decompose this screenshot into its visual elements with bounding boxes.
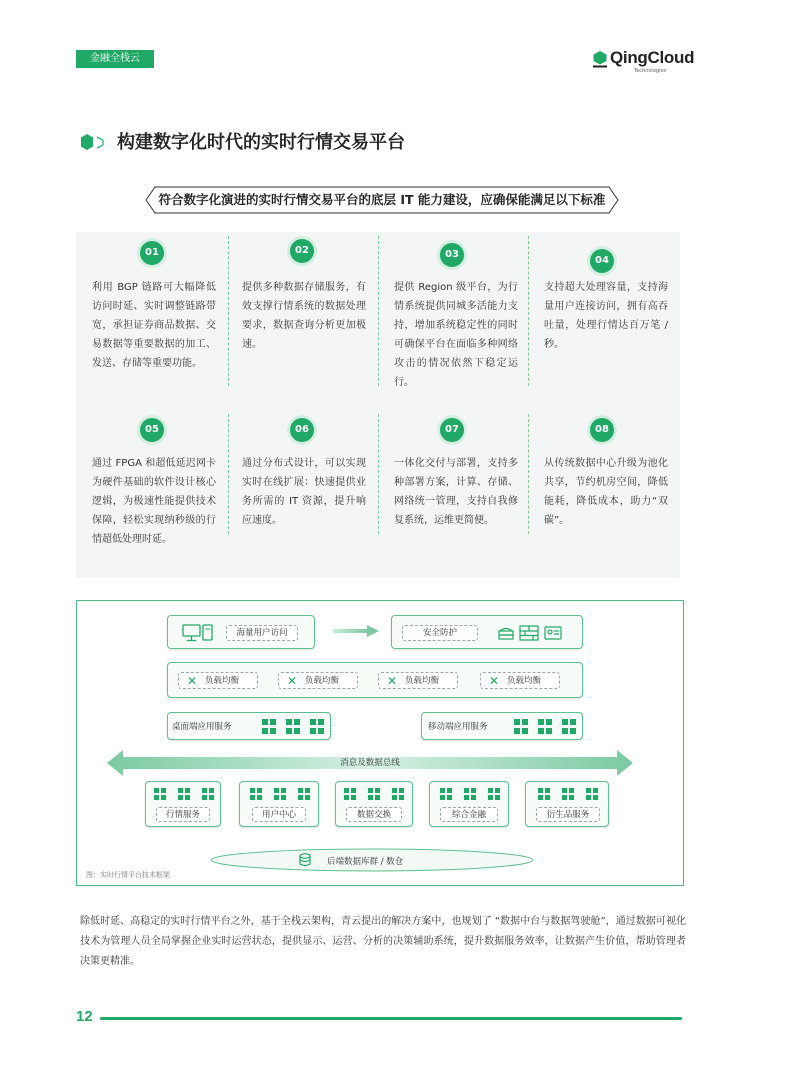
feature-text: 通过 FPGA 和超低延迟网卡为硬件基础的软件设计核心逻辑，为极速性能提供技术保障，轻松实现纳秒级的行情超低处理时延。	[92, 458, 216, 545]
security-box	[391, 615, 583, 649]
features-panel	[76, 232, 680, 578]
feature-text: 从传统数据中心升级为池化共享，节约机房空间，降低能耗，降低成本，助力“双碳”。	[544, 458, 668, 526]
section-title: 构建数字化时代的实时行情交易平台	[117, 132, 405, 153]
feature-text: 利用 BGP 链路可大幅降低访问时延、实时调整链路带宽，承担证券商品数据、交易数据等重要数据的加工、发送、存储等重要功能。	[92, 282, 216, 369]
architecture-diagram	[76, 600, 684, 886]
load-balancer-item	[178, 672, 258, 689]
service-box	[145, 781, 221, 827]
arrow-right-icon	[333, 625, 379, 637]
load-balancer-label: 负载均衡	[305, 676, 340, 686]
qingcloud-logo-icon	[592, 50, 608, 68]
divider	[378, 414, 379, 534]
logo-subtitle: Technologies	[634, 68, 667, 74]
body-paragraph: 除低时延、高稳定的实时行情平台之外，基于全栈云架构，青云提出的解决方案中，也规划了 “数据中台与数据驾驶舱”，通过数据可视化技术为管理人员全局掌握企业实时运营状态，提供显示、运营、分析的决策辅助系统，提升数据服务效率，让数据产生价值，帮助管理者决策更精准。	[80, 916, 686, 967]
load-balancer-label: 负载均衡	[205, 676, 240, 686]
feature-number: 02	[290, 239, 314, 263]
app-grid-icon	[440, 788, 502, 802]
security-devices-icon	[498, 624, 578, 642]
hexagon-bullet-icon	[80, 133, 106, 151]
divider	[378, 236, 379, 386]
cross-arrows-icon: ✕	[287, 674, 298, 688]
feature-number: 04	[590, 249, 614, 273]
banner-text: 符合数字化演进的实时行情交易平台的底层 IT 能力建设，应确保能满足以下标准	[158, 192, 606, 207]
load-balancer-item	[378, 672, 458, 689]
load-balancer-item	[480, 672, 560, 689]
feature-text: 提供多种数据存储服务，有效支撑行情系统的数据处理要求，数据查询分析更加极速。	[242, 282, 366, 350]
service-label: 数据交换	[346, 807, 402, 822]
computer-icon	[182, 624, 214, 642]
footer-rule	[100, 1017, 682, 1020]
load-balancer-label: 负载均衡	[405, 676, 440, 686]
app-grid-icon	[514, 719, 580, 735]
service-label: 行情服务	[156, 807, 210, 822]
load-balancer-layer	[167, 662, 583, 698]
service-box	[335, 781, 413, 827]
feature-number: 07	[440, 418, 464, 442]
mobile-service-box	[421, 712, 583, 740]
section-tag: 金融全栈云	[76, 50, 154, 68]
cross-arrows-icon: ✕	[387, 674, 398, 688]
divider	[528, 236, 529, 386]
app-grid-icon	[262, 719, 328, 735]
feature-number: 03	[440, 243, 464, 267]
user-access-box	[167, 615, 315, 649]
service-box	[525, 781, 609, 827]
feature-text: 支持超大处理容量，支持海量用户连接访问，拥有高吞吐量，处理行情达百万笔 / 秒。	[544, 282, 668, 350]
message-bus-label: 消息及数据总线	[340, 758, 400, 768]
feature-number: 06	[290, 418, 314, 442]
feature-text: 一体化交付与部署，支持多种部署方案，计算、存储、网络统一管理，支持自我修复系统，运维更简便。	[394, 458, 518, 526]
cross-arrows-icon: ✕	[187, 674, 198, 688]
feature-number: 08	[590, 418, 614, 442]
feature-text: 通过分布式设计，可以实现实时在线扩展：快速提供业务所需的 IT 资源，提升响应速度。	[242, 458, 366, 526]
backend-label: 后端数据库群 / 数仓	[327, 857, 404, 867]
load-balancer-label: 负载均衡	[507, 676, 542, 686]
app-grid-icon	[154, 788, 216, 802]
divider	[528, 414, 529, 534]
desktop-service-label: 桌面端应用服务	[172, 722, 232, 732]
page-number: 12	[76, 1008, 93, 1025]
figure-caption: 图：实时行情平台技术框架	[86, 871, 170, 879]
service-box	[429, 781, 509, 827]
service-box	[239, 781, 319, 827]
database-icon	[299, 853, 311, 867]
desktop-service-box	[167, 712, 331, 740]
load-balancer-item	[278, 672, 358, 689]
criteria-banner	[145, 186, 619, 214]
feature-number: 05	[140, 418, 164, 442]
security-label: 安全防护	[402, 625, 478, 641]
app-grid-icon	[538, 788, 600, 802]
app-grid-icon	[344, 788, 406, 802]
feature-number: 01	[140, 241, 164, 265]
mobile-service-label: 移动端应用服务	[428, 722, 488, 732]
divider	[228, 236, 229, 386]
service-label: 衍生品服务	[536, 807, 600, 822]
app-grid-icon	[250, 788, 312, 802]
divider	[228, 414, 229, 534]
service-label: 用户中心	[252, 807, 306, 822]
cross-arrows-icon: ✕	[489, 674, 500, 688]
service-label: 综合金融	[440, 807, 498, 822]
user-access-label: 海量用户访问	[226, 625, 298, 641]
logo-name: QingCloud	[610, 48, 695, 67]
feature-text: 提供 Region 级平台，为行情系统提供同城多活能力支持，增加系统稳定性的同时可确保平台在面临多种网络攻击的情况依然下稳定运行。	[394, 282, 518, 388]
